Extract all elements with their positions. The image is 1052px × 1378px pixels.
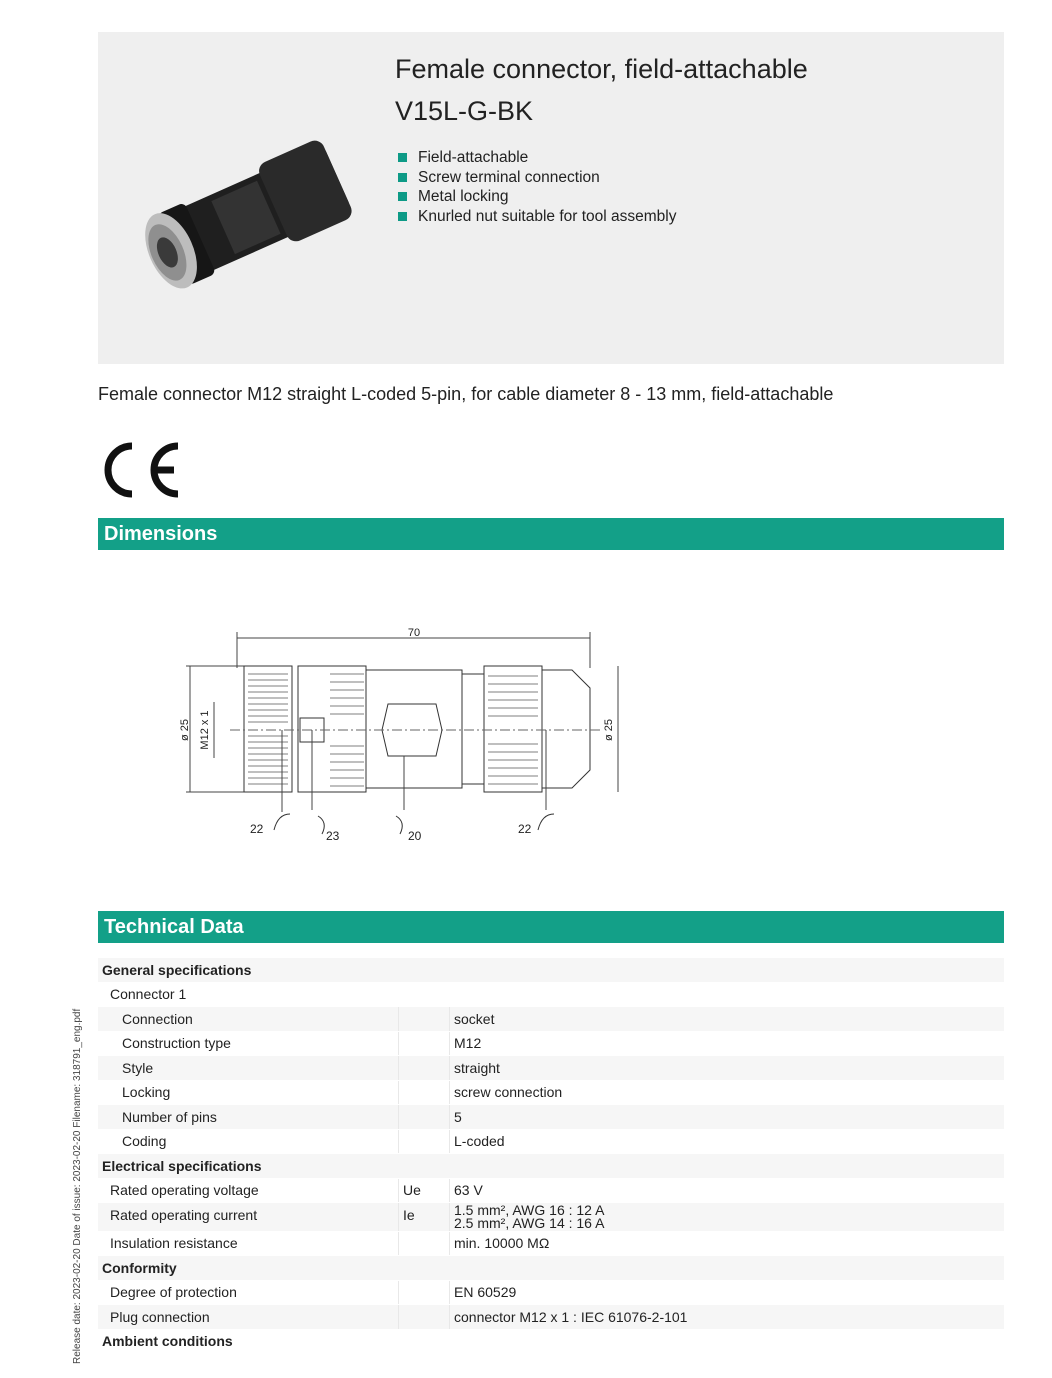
- wrench-size-1: 22: [250, 822, 264, 836]
- table-row: Rated operating current Ie 1.5 mm², AWG 16 : 12 A 2.5 mm², AWG 14 : 16 A: [98, 1203, 1004, 1232]
- table-row: General specifications: [98, 958, 1004, 982]
- product-hero: [98, 32, 1004, 364]
- wrench-size-2: 23: [326, 829, 340, 843]
- table-row: Coding L-coded: [98, 1129, 1004, 1154]
- table-row: Connector 1: [98, 982, 1004, 1007]
- table-row: Electrical specifications: [98, 1154, 1004, 1179]
- table-row: Style straight: [98, 1056, 1004, 1081]
- table-row: Connection socket: [98, 1007, 1004, 1032]
- product-model: V15L-G-BK: [395, 96, 534, 126]
- table-row: Plug connection connector M12 x 1 : IEC 61076-2-101: [98, 1305, 1004, 1330]
- table-row: Degree of protection EN 60529: [98, 1280, 1004, 1305]
- table-row: Number of pins 5: [98, 1105, 1004, 1130]
- technical-data-header: Technical Data: [98, 911, 1004, 943]
- connector-product-image: [128, 112, 368, 332]
- bullet-icon: [398, 153, 407, 162]
- dimensions-header: Dimensions: [98, 518, 1004, 550]
- feature-item: Field-attachable: [398, 148, 676, 168]
- wrench-size-4: 22: [518, 822, 532, 836]
- feature-item: Knurled nut suitable for tool assembly: [398, 207, 676, 227]
- technical-data-table: [98, 958, 1004, 1354]
- bullet-icon: [398, 173, 407, 182]
- table-row: Rated operating voltage Ue 63 V: [98, 1178, 1004, 1203]
- table-row: Locking screw connection: [98, 1080, 1004, 1105]
- length-label: 70: [407, 627, 421, 639]
- diameter-left-label: ø 25: [179, 718, 191, 742]
- bullet-icon: [398, 212, 407, 221]
- wrench-size-3: 20: [408, 829, 422, 843]
- product-description: Female connector M12 straight L-coded 5-pin, for cable diameter 8 - 13 mm, field-attachable: [98, 384, 834, 404]
- feature-item: Screw terminal connection: [398, 168, 676, 188]
- ce-mark-icon: [98, 440, 184, 500]
- bullet-icon: [398, 192, 407, 201]
- dimension-drawing: [160, 620, 640, 860]
- thread-label: M12 x 1: [199, 710, 211, 750]
- release-info: Release date: 2023-02-20 Date of issue: 2023-02-20 Filename: 318791_eng.pdf: [72, 1008, 83, 1364]
- feature-list: [398, 148, 676, 226]
- table-row: Insulation resistance min. 10000 MΩ: [98, 1231, 1004, 1256]
- diameter-right-label: ø 25: [603, 718, 615, 742]
- feature-item: Metal locking: [398, 187, 676, 207]
- product-title: Female connector, field-attachable: [395, 54, 808, 84]
- table-row: Construction type M12: [98, 1031, 1004, 1056]
- table-row: Ambient conditions: [98, 1329, 1004, 1354]
- table-row: Conformity: [98, 1256, 1004, 1281]
